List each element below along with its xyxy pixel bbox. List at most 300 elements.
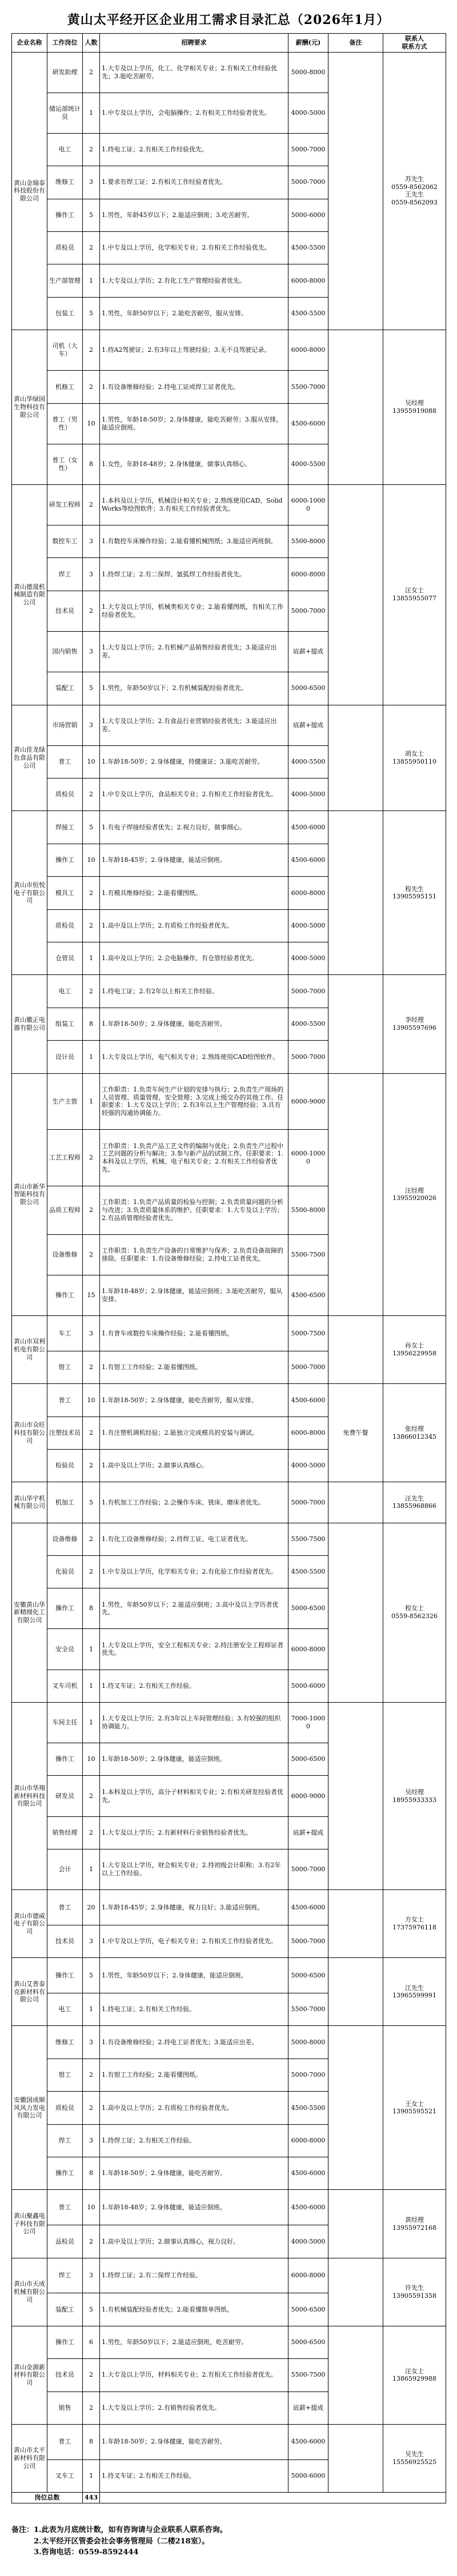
company-contact: 苏先生 0559-8562062 王先生 0559-8562093 <box>383 52 446 330</box>
job-requirements: 1.男性，年龄50岁以下；2.身体健康，能适应倒班。 <box>100 1958 288 1993</box>
job-requirements: 工作职责：1.负责产品质量的检验与控制；2.负责质量问题的分析与改进；3.负责质量体系的维护。任职要求：1.大专及以上学历；2.有品质管理经验者优先。 <box>100 1186 288 1234</box>
job-salary: 4500-6000 <box>288 2424 328 2459</box>
header-requirements: 招聘要求 <box>100 34 288 53</box>
job-count: 3 <box>83 632 100 672</box>
table-row <box>12 2326 446 2358</box>
job-salary: 5000-8000 <box>288 52 328 93</box>
job-salary: 5000-6500 <box>288 1958 328 1993</box>
job-count: 3 <box>83 705 100 745</box>
company-remark: 免费午餐 <box>328 1384 383 1482</box>
job-title: 操作工 <box>47 2326 83 2358</box>
job-requirements: 1.大专及以上学历，财会相关专业；2.持初级会计职称；3.有2年以上工作经验。 <box>100 1849 288 1890</box>
job-count: 10 <box>83 1743 100 1776</box>
job-count: 10 <box>83 844 100 876</box>
job-title: 品质工程师 <box>47 1186 83 1234</box>
job-count: 1 <box>83 1041 100 1073</box>
job-count: 8 <box>83 2157 100 2190</box>
job-salary: 4000-5500 <box>288 444 328 484</box>
job-title: 机修工 <box>47 371 83 403</box>
company-name: 安徽黄山华新精细化工有限公司 <box>12 1523 47 1702</box>
job-salary: 5000-7000 <box>288 2059 328 2091</box>
company-contact: 程先生 13905595151 <box>383 811 446 975</box>
job-count: 8 <box>83 1008 100 1040</box>
table-row <box>12 1523 446 1555</box>
job-salary: 5500-7500 <box>288 2359 328 2392</box>
job-salary: 6000-8000 <box>288 2124 328 2157</box>
company-remark <box>328 2326 383 2424</box>
job-count: 8 <box>83 444 100 484</box>
job-count: 2 <box>83 1776 100 1816</box>
table-row <box>12 52 446 93</box>
job-title: 生产主管 <box>47 1073 83 1130</box>
company-remark <box>328 705 383 811</box>
job-count: 2 <box>83 1555 100 1588</box>
job-table <box>11 33 446 2503</box>
job-salary: 5000-7000 <box>288 133 328 166</box>
job-salary: 4500-5500 <box>288 2092 328 2124</box>
company-name: 黄山金源新材料有限公司 <box>12 2326 47 2424</box>
job-salary: 6000-10000 <box>288 1130 328 1186</box>
job-count: 2 <box>83 2225 100 2258</box>
job-count: 1 <box>83 1993 100 2026</box>
company-name: 黄山市众旺科技有限公司 <box>12 1384 47 1482</box>
job-requirements: 1.男性，年龄45岁以下；2.能适应倒班；3.吃苦耐劳。 <box>100 199 288 231</box>
job-requirements: 1.有钳工工作经验；2.能看懂图纸。 <box>100 1351 288 1383</box>
job-salary: 5000-6000 <box>288 199 328 231</box>
job-count: 2 <box>83 909 100 942</box>
job-count: 5 <box>83 811 100 844</box>
job-salary: 底薪+提成 <box>288 1816 328 1849</box>
job-title: 储运部统计员 <box>47 93 83 133</box>
job-requirements: 1.有数控车床操作经验；2.能看懂机械图纸；3.能适应两班倒。 <box>100 525 288 558</box>
job-salary: 6000-8000 <box>288 877 328 909</box>
total-count: 443 <box>83 2493 100 2503</box>
company-remark <box>328 1958 383 2026</box>
job-title: 钳工 <box>47 1351 83 1383</box>
company-name: 黄山华宇机械有限公司 <box>12 1482 47 1523</box>
job-salary: 5000-7000 <box>288 1351 328 1383</box>
job-count: 5 <box>83 297 100 330</box>
job-requirements: 1.大专及以上学历；2.有机械产品销售经验者优先；3.能适应出差。 <box>100 632 288 672</box>
job-count: 1 <box>83 1670 100 1702</box>
job-salary: 5500-7000 <box>288 1993 328 2026</box>
job-salary: 4500-6000 <box>288 1890 328 1925</box>
job-requirements: 1.年龄18-48岁；2.身体健康，能适应倒班。 <box>100 2190 288 2225</box>
job-title: 设备维修 <box>47 1234 83 1275</box>
job-count: 2 <box>83 2092 100 2124</box>
job-count: 1 <box>83 1702 100 1743</box>
job-salary: 底薪+提成 <box>288 632 328 672</box>
job-title: 市场营销 <box>47 705 83 745</box>
company-name: 黄山金瑞泰科技股份有限公司 <box>12 52 47 330</box>
job-requirements: 工作职责：1.负责产品工艺文件的编制与优化；2.负责生产过程中工艺问题的分析与解决；3.参与新产品的试制工作。任职要求：1.本科及以上学历，机械、电子相关专业；2.有相关工作经验者优先。 <box>100 1130 288 1186</box>
job-title: 技术员 <box>47 2359 83 2392</box>
job-requirements: 1.持叉车证；2.有相关工作经验。 <box>100 1670 288 1702</box>
job-salary: 6000-8000 <box>288 558 328 591</box>
job-count: 3 <box>83 558 100 591</box>
job-count: 1 <box>83 1849 100 1890</box>
job-salary: 4500-6500 <box>288 1275 328 1315</box>
job-title: 操作工 <box>47 199 83 231</box>
company-contact: 王女士 13905595521 <box>383 2026 446 2190</box>
job-requirements: 1.年龄18-50岁；2.身体健康，能吃苦耐劳。 <box>100 2157 288 2190</box>
job-requirements: 1.持A2驾驶证；2.有3年以上驾驶经验；3.无不良驾驶记录。 <box>100 330 288 371</box>
job-requirements: 1.大专及以上学历，机械类相关专业；2.能看懂图纸，有相关工作经验者优先。 <box>100 591 288 631</box>
job-requirements: 1.男性，年龄50岁以下；2.有机械装配经验者优先。 <box>100 672 288 705</box>
company-remark <box>328 975 383 1073</box>
job-title: 设备维修 <box>47 1523 83 1555</box>
job-requirements: 1.年龄18-50岁；2.身体健康，能吃苦耐劳，服从安排。 <box>100 1384 288 1417</box>
job-requirements: 1.高中及以上学历；2.会电脑操作，有仓管经验者优先。 <box>100 942 288 975</box>
company-contact: 黄经理 13955972168 <box>383 2190 446 2258</box>
job-count: 5 <box>83 2293 100 2326</box>
company-remark <box>328 330 383 485</box>
job-title: 操作工 <box>47 1588 83 1629</box>
job-count: 2 <box>83 975 100 1008</box>
job-count: 2 <box>83 1816 100 1849</box>
company-name: 黄山华绿园生物科技有限公司 <box>12 330 47 485</box>
company-remark <box>328 2190 383 2258</box>
job-count: 2 <box>83 779 100 811</box>
job-requirements: 1.持电工证；2.有相关工作经验。 <box>100 1993 288 2026</box>
job-salary: 5500-8000 <box>288 525 328 558</box>
job-requirements: 1.有模具维修经验；2.能看懂图纸。 <box>100 877 288 909</box>
job-salary: 6000-10000 <box>288 484 328 525</box>
company-contact: 胡女士 13855950110 <box>383 705 446 811</box>
job-title: 叉车工 <box>47 2459 83 2492</box>
company-remark <box>328 52 383 330</box>
job-title: 维修工 <box>47 2026 83 2059</box>
job-salary: 6000-8000 <box>288 264 328 297</box>
company-name: 黄山市恒悦电子有限公司 <box>12 811 47 975</box>
company-contact: 程女士 0559-8562326 <box>383 1523 446 1702</box>
job-requirements: 工作职责：1.负责车间生产计划的安排与执行；2.负责生产现场的人员管理、质量管理、安全管理；3.完成上级交办的其他工作。任职要求：1.大专及以上学历；2.有3年以上生产管理经验；3.具有较强的沟通协调能力。 <box>100 1073 288 1130</box>
job-title: 注塑技术员 <box>47 1417 83 1449</box>
job-title: 研发员 <box>47 1776 83 1816</box>
table-row <box>12 2026 446 2059</box>
job-title: 仓管员 <box>47 942 83 975</box>
job-title: 设计员 <box>47 1041 83 1073</box>
job-salary: 5000-6000 <box>288 2459 328 2492</box>
company-contact: 吴先生 15556925525 <box>383 2424 446 2492</box>
job-title: 焊工 <box>47 2258 83 2293</box>
job-count: 1 <box>83 1073 100 1130</box>
footnotes <box>11 2525 446 2558</box>
job-title: 普工 <box>47 2190 83 2225</box>
job-salary: 6000-9000 <box>288 1073 328 1130</box>
job-title: 销售 <box>47 2392 83 2424</box>
job-title: 销售经理 <box>47 1816 83 1849</box>
table-row <box>12 330 446 371</box>
company-remark <box>328 2026 383 2190</box>
table-row <box>12 2258 446 2293</box>
job-count: 10 <box>83 2190 100 2225</box>
job-requirements: 1.要求有焊工证；2.有相关工作经验者优先。 <box>100 166 288 199</box>
job-requirements: 1.男性，年龄18-50岁；2.身体健康，能吃苦耐劳；3.服从安排，能适应倒班。 <box>100 403 288 444</box>
table-row <box>12 1890 446 1925</box>
job-requirements: 1.女性，年龄18-48岁；2.身体健康，做事认真细心。 <box>100 444 288 484</box>
job-title: 普工（男性） <box>47 403 83 444</box>
job-title: 组装工 <box>47 1008 83 1040</box>
job-requirements: 1.持焊工证；2.有二保焊工作经验。 <box>100 2258 288 2293</box>
table-row <box>12 1384 446 1417</box>
company-name: 黄山徽正电器有限公司 <box>12 975 47 1073</box>
job-salary: 4000-5000 <box>288 1449 328 1482</box>
job-salary: 4500-6000 <box>288 1384 328 1417</box>
job-count: 2 <box>83 1351 100 1383</box>
job-count: 2 <box>83 1523 100 1555</box>
job-count: 15 <box>83 1275 100 1315</box>
job-requirements: 1.有设备维修经验；2.持电工证者优先；3.能适应出差。 <box>100 2026 288 2059</box>
table-row <box>12 484 446 525</box>
company-contact: 张经理 13866012345 <box>383 1384 446 1482</box>
job-requirements: 1.中专及以上学历，食品相关专业；2.有相关工作经验者优先。 <box>100 779 288 811</box>
company-remark <box>328 811 383 975</box>
job-count: 2 <box>83 133 100 166</box>
company-name: 黄山市华翔新材料科技有限公司 <box>12 1702 47 1889</box>
job-title: 化验员 <box>47 1555 83 1588</box>
job-salary: 4000-5000 <box>288 942 328 975</box>
job-requirements: 1.有设备维修经验；2.持电工证或焊工证者优先。 <box>100 371 288 403</box>
job-title: 普工 <box>47 745 83 778</box>
company-remark <box>328 1316 383 1384</box>
job-title: 司机（大车） <box>47 330 83 371</box>
job-title: 质检员 <box>47 231 83 264</box>
job-title: 焊工 <box>47 558 83 591</box>
job-salary: 6000-9000 <box>288 1776 328 1816</box>
job-table-body <box>12 52 446 2493</box>
company-contact: 李经理 13905597696 <box>383 975 446 1073</box>
job-count: 1 <box>83 942 100 975</box>
job-requirements: 1.中专及以上学历，会电脑操作；2.有相关工作经验者优先。 <box>100 93 288 133</box>
job-count: 2 <box>83 1234 100 1275</box>
job-title: 操作工 <box>47 1275 83 1315</box>
job-count: 2 <box>83 877 100 909</box>
job-requirements: 1.有化工设备维修经验；2.持焊工证、电工证者优先。 <box>100 1523 288 1555</box>
job-salary: 底薪+提成 <box>288 705 328 745</box>
job-salary: 5500-8000 <box>288 1186 328 1234</box>
job-count: 2 <box>83 2359 100 2392</box>
job-requirements: 1.高中及以上学历；2.做事认真细心。 <box>100 1449 288 1482</box>
job-count: 3 <box>83 2026 100 2059</box>
company-remark <box>328 1482 383 1523</box>
job-salary: 4500-5500 <box>288 231 328 264</box>
job-title: 研发工程师 <box>47 484 83 525</box>
job-count: 2 <box>83 231 100 264</box>
job-title: 操作工 <box>47 1958 83 1993</box>
job-title: 装配工 <box>47 2293 83 2326</box>
job-title: 模具工 <box>47 877 83 909</box>
job-count: 20 <box>83 1890 100 1925</box>
job-salary: 5500-7000 <box>288 371 328 403</box>
job-requirements: 工作职责：1.负责生产设备的日常维护与保养；2.负责设备故障的排除。任职要求：1.有设备维修经验；2.持电工证者优先。 <box>100 1234 288 1275</box>
job-salary: 6000-8000 <box>288 1417 328 1449</box>
job-count: 3 <box>83 1316 100 1351</box>
header-remark: 备注 <box>328 34 383 53</box>
company-contact: 汪女士 13865929988 <box>383 2326 446 2424</box>
company-remark <box>328 1702 383 1889</box>
job-salary: 5000-8000 <box>288 2026 328 2059</box>
total-row <box>12 2493 446 2503</box>
company-contact: 吴经理 18955933333 <box>383 1702 446 1889</box>
job-title: 研发助理 <box>47 52 83 93</box>
job-requirements: 1.大专及以上学历，材料相关专业；2.有相关工作经验者优先。 <box>100 2359 288 2392</box>
job-salary: 4000-5000 <box>288 779 328 811</box>
job-requirements: 1.高中及以上学历；2.有质检工作经验者优先。 <box>100 909 288 942</box>
job-salary: 5000-7000 <box>288 1041 328 1073</box>
job-requirements: 1.有电子焊接经验者优先；2.视力良好，做事细心。 <box>100 811 288 844</box>
job-count: 2 <box>83 1417 100 1449</box>
job-title: 普工（女性） <box>47 444 83 484</box>
job-requirements: 1.年龄18-50岁；2.身体健康，能吃苦耐劳。 <box>100 1008 288 1040</box>
job-title: 普工 <box>47 1890 83 1925</box>
job-title: 工艺工程师 <box>47 1130 83 1186</box>
job-title: 电工 <box>47 975 83 1008</box>
company-contact: 汪经理 13955920026 <box>383 1073 446 1315</box>
company-remark <box>328 484 383 705</box>
job-count: 10 <box>83 1384 100 1417</box>
job-salary: 5000-6500 <box>288 672 328 705</box>
job-requirements: 1.中专及以上学历，电子相关专业；2.有相关工作经验者优先。 <box>100 1925 288 1957</box>
job-title: 检验员 <box>47 1449 83 1482</box>
header-contact: 联系人 联系方式 <box>383 34 446 53</box>
job-title: 质检员 <box>47 2092 83 2124</box>
table-row <box>12 1482 446 1523</box>
job-requirements: 1.持电工证；2.有2年以上相关工作经验。 <box>100 975 288 1008</box>
footnote-3: 3.咨询电话：0559-8592444 <box>34 2548 139 2557</box>
job-salary: 5500-7500 <box>288 1234 328 1275</box>
job-requirements: 1.中专及以上学历，化学相关专业；2.有化验工作经验者优先。 <box>100 1555 288 1588</box>
company-name: 安徽国成顺风风力发电有限公司 <box>12 2026 47 2190</box>
header-position: 工作岗位 <box>47 34 83 53</box>
job-count: 2 <box>83 330 100 371</box>
total-label: 岗位总数 <box>12 2493 83 2503</box>
job-salary: 4000-5000 <box>288 93 328 133</box>
job-salary: 4000-5500 <box>288 745 328 778</box>
job-title: 叉车司机 <box>47 1670 83 1702</box>
job-title: 机加工 <box>47 1482 83 1523</box>
company-name: 黄山市太平新材料有限公司 <box>12 2424 47 2492</box>
table-row <box>12 2190 446 2225</box>
table-row <box>12 2424 446 2459</box>
job-count: 8 <box>83 2424 100 2459</box>
job-count: 2 <box>83 2392 100 2424</box>
job-requirements: 1.男性，年龄50岁以下；2.能吃苦耐劳，服从安排。 <box>100 297 288 330</box>
job-table-wrap <box>11 33 446 2503</box>
job-requirements: 1.年龄18-50岁；2.身体健康，能吃苦耐劳。 <box>100 2424 288 2459</box>
job-salary: 4000-5000 <box>288 909 328 942</box>
company-remark <box>328 2424 383 2492</box>
footnote-1: 备注：1.此表为月底统计数，如有咨询请与企业联系人联系咨询。 <box>11 2526 227 2534</box>
job-count: 3 <box>83 525 100 558</box>
job-count: 1 <box>83 93 100 133</box>
job-title: 维修工 <box>47 166 83 199</box>
job-salary: 6000-8000 <box>288 330 328 371</box>
job-title: 普工 <box>47 2424 83 2459</box>
table-row <box>12 975 446 1008</box>
job-count: 2 <box>83 1449 100 1482</box>
job-salary: 5000-6500 <box>288 1588 328 1629</box>
job-count: 3 <box>83 2258 100 2293</box>
job-requirements: 1.男性，年龄50岁以下；2.能适应倒班；3.高中及以上学历者优先。 <box>100 1588 288 1629</box>
job-title: 安全员 <box>47 1629 83 1670</box>
company-remark <box>328 1523 383 1702</box>
job-requirements: 1.大专及以上学历；2.有食品行业营销经验者优先；3.能适应出差。 <box>100 705 288 745</box>
job-count: 5 <box>83 199 100 231</box>
job-requirements: 1.持焊工证；2.有二保焊、氩弧焊工作经验者优先。 <box>100 558 288 591</box>
job-requirements: 1.有机加工工作经验；2.会操作车床、铣床、磨床者优先。 <box>100 1482 288 1523</box>
job-count: 1 <box>83 264 100 297</box>
job-requirements: 1.年龄18-48岁；2.身体健康，能适应倒班；3.能吃苦耐劳，服从安排。 <box>100 1275 288 1315</box>
job-title: 数控车工 <box>47 525 83 558</box>
job-title: 国内销售 <box>47 632 83 672</box>
job-title: 焊接工 <box>47 811 83 844</box>
job-salary: 5000-7500 <box>288 1316 328 1351</box>
job-requirements: 1.年龄18-50岁；2.身体健康，能适应倒班。 <box>100 1743 288 1776</box>
job-count: 2 <box>83 371 100 403</box>
job-salary: 4500-6000 <box>288 811 328 844</box>
company-contact: 江先生 13965599991 <box>383 1958 446 2026</box>
footnote-2: 2.太平经开区管委会社会事务管理局（二楼218室）。 <box>34 2537 210 2546</box>
job-title: 普工 <box>47 1384 83 1417</box>
job-title: 质检员 <box>47 779 83 811</box>
job-salary: 5000-6500 <box>288 2326 328 2358</box>
page-title: 黄山太平经开区企业用工需求目录汇总（2026年1月） <box>67 13 390 27</box>
job-title: 车间主任 <box>47 1702 83 1743</box>
job-title: 电工 <box>47 133 83 166</box>
job-count: 3 <box>83 2124 100 2157</box>
job-requirements: 1.有普车或数控车床操作经验；2.能看懂图纸。 <box>100 1316 288 1351</box>
job-requirements: 1.持焊工证；2.有相关工作经验。 <box>100 2124 288 2157</box>
job-count: 2 <box>83 484 100 525</box>
job-title: 电工 <box>47 1993 83 2026</box>
company-contact: 吴经理 13955919088 <box>383 330 446 485</box>
job-requirements: 1.大专及以上学历，化工、化学相关专业；2.有相关工作经验优先；3.能吃苦耐劳。 <box>100 52 288 93</box>
job-salary: 5000-7000 <box>288 1925 328 1957</box>
job-requirements: 1.本科及以上学历，高分子材料相关专业；2.有相关研发经验者优先。 <box>100 1776 288 1816</box>
job-title: 技术员 <box>47 1925 83 1957</box>
job-title: 生产部管理 <box>47 264 83 297</box>
company-contact: 孙女士 13956229958 <box>383 1316 446 1384</box>
job-salary: 4500-5500 <box>288 297 328 330</box>
job-salary: 5000-6500 <box>288 1743 328 1776</box>
company-remark <box>328 2258 383 2326</box>
job-requirements: 1.中专及以上学历，化学相关专业；2.有相关工作经验优先。 <box>100 231 288 264</box>
job-count: 3 <box>83 166 100 199</box>
job-requirements: 1.大专及以上学历；2.有化工生产管理经验者优先。 <box>100 264 288 297</box>
job-count: 2 <box>83 591 100 631</box>
job-salary: 5000-6000 <box>288 1670 328 1702</box>
company-name: 黄山市新华智能科技有限公司 <box>12 1073 47 1315</box>
job-requirements: 1.大专及以上学历；2.有新材料行业销售经验者优先。 <box>100 1816 288 1849</box>
job-salary: 4000-5000 <box>288 2225 328 2258</box>
job-requirements: 1.年龄18-45岁；2.身体健康，视力良好；3.能适应倒班。 <box>100 1890 288 1925</box>
job-salary: 4500-6000 <box>288 403 328 444</box>
job-salary: 4500-5500 <box>288 1555 328 1588</box>
job-requirements: 1.男性，年龄50岁以下；2.能适应倒班，吃苦耐劳。 <box>100 2326 288 2358</box>
job-title: 操作工 <box>47 844 83 876</box>
job-salary: 5000-7000 <box>288 166 328 199</box>
job-title: 操作工 <box>47 2157 83 2190</box>
job-count: 5 <box>83 1482 100 1523</box>
job-count: 6 <box>83 2326 100 2358</box>
job-requirements: 1.有钳工工作经验；2.能看懂图纸。 <box>100 2059 288 2091</box>
job-salary: 5000-7000 <box>288 591 328 631</box>
company-contact: 方女士 17375976118 <box>383 1890 446 1958</box>
job-requirements: 1.有机械装配经验者优先；2.能看懂简单图纸。 <box>100 2293 288 2326</box>
table-row <box>12 1702 446 1743</box>
job-requirements: 1.大专及以上学历，安全工程相关专业；2.持注册安全工程师证者优先。 <box>100 1629 288 1670</box>
